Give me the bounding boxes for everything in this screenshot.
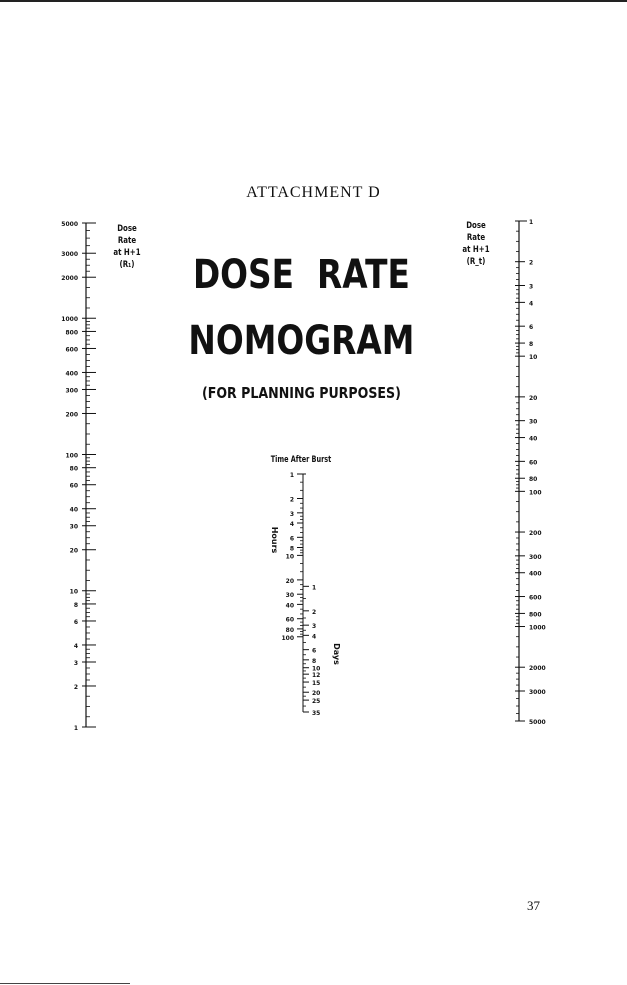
left-tick-label: 1 xyxy=(73,725,78,732)
hours-tick-label: 8 xyxy=(289,545,294,553)
right-tick-label: 5000 xyxy=(529,719,546,726)
hours-tick-label: 40 xyxy=(285,602,294,610)
hours-tick-label: 60 xyxy=(285,616,294,624)
days-tick-label: 35 xyxy=(312,710,321,717)
left-tick-label: 400 xyxy=(65,370,78,378)
right-tick-label: 100 xyxy=(529,489,542,497)
left-tick-label: 60 xyxy=(69,482,78,490)
right-tick-label: 8 xyxy=(529,341,534,349)
right-tick-label: 4 xyxy=(529,300,534,308)
right-tick-label: 300 xyxy=(529,553,542,561)
hours-unit-label: Hours xyxy=(270,526,279,554)
middle-scale-label: Time After Burst xyxy=(270,455,332,465)
days-unit-label: Days xyxy=(332,643,341,665)
days-tick-label: 1 xyxy=(312,584,317,592)
right-dose-rate-scale xyxy=(515,219,546,726)
hours-tick-label: 2 xyxy=(289,496,294,504)
right-tick-label: 6 xyxy=(529,324,534,332)
days-tick-label: 20 xyxy=(312,690,321,698)
bottom-border-line xyxy=(0,983,130,984)
left-tick-label: 100 xyxy=(65,452,78,460)
left-tick-label: 200 xyxy=(65,411,78,419)
right-tick-label: 40 xyxy=(529,435,538,443)
days-tick-label: 3 xyxy=(312,623,317,631)
left-tick-label: 600 xyxy=(65,346,78,354)
hours-tick-label: 10 xyxy=(285,553,294,561)
right-tick-label: 3 xyxy=(529,283,534,291)
left-tick-label: 40 xyxy=(69,506,78,514)
left-dose-rate-scale xyxy=(61,221,96,732)
right-scale-label-line: (R_t) xyxy=(466,257,486,267)
left-tick-label: 3 xyxy=(73,659,78,667)
left-tick-label: 800 xyxy=(65,329,78,337)
hours-tick-label: 6 xyxy=(289,535,294,543)
right-tick-label: 600 xyxy=(529,594,542,602)
left-tick-label: 3000 xyxy=(61,251,78,259)
left-tick-label: 4 xyxy=(73,642,78,650)
left-scale-label-line: at H+1 xyxy=(113,248,141,258)
hours-tick-label: 100 xyxy=(281,634,294,642)
days-tick-label: 6 xyxy=(312,647,317,655)
left-tick-label: 10 xyxy=(69,588,78,596)
right-scale-label-line: at H+1 xyxy=(462,245,490,255)
days-tick-label: 8 xyxy=(312,657,317,665)
hours-tick-label: 4 xyxy=(289,521,294,529)
right-tick-label: 800 xyxy=(529,611,542,619)
right-tick-label: 2 xyxy=(529,259,534,267)
left-tick-label: 2 xyxy=(73,683,78,691)
days-tick-label: 2 xyxy=(312,608,317,616)
subtitle: (FOR PLANNING PURPOSES) xyxy=(201,384,401,402)
left-scale-label-line: Dose Rate xyxy=(117,224,137,246)
left-tick-label: 2000 xyxy=(61,275,78,283)
right-tick-label: 1000 xyxy=(529,624,546,632)
right-scale-label-line: Dose Rate xyxy=(466,221,486,243)
time-after-burst-scale xyxy=(270,472,341,717)
hours-tick-label: 3 xyxy=(289,510,294,518)
right-tick-label: 20 xyxy=(529,394,538,402)
right-tick-label: 400 xyxy=(529,570,542,578)
left-tick-label: 1000 xyxy=(61,316,78,324)
hours-tick-label: 20 xyxy=(285,577,294,585)
days-tick-label: 4 xyxy=(312,633,317,641)
left-scale-label-line: (R₁) xyxy=(119,260,135,270)
attachment-heading: ATTACHMENT D xyxy=(246,184,381,201)
right-tick-label: 2000 xyxy=(529,665,546,673)
page-number: 37 xyxy=(527,898,540,913)
days-tick-label: 15 xyxy=(312,680,321,688)
right-tick-label: 60 xyxy=(529,459,538,467)
days-tick-label: 12 xyxy=(312,672,321,680)
days-tick-label: 10 xyxy=(312,665,321,673)
right-tick-label: 1 xyxy=(529,219,534,226)
left-tick-label: 6 xyxy=(73,618,78,626)
hours-tick-label: 30 xyxy=(285,592,294,600)
hours-tick-label: 1 xyxy=(289,472,294,479)
left-tick-label: 30 xyxy=(69,523,78,531)
days-tick-label: 25 xyxy=(312,698,321,706)
left-tick-label: 300 xyxy=(65,387,78,395)
left-tick-label: 80 xyxy=(69,465,78,473)
right-tick-label: 30 xyxy=(529,418,538,426)
title-line-1: DOSE RATE xyxy=(192,252,410,298)
right-tick-label: 80 xyxy=(529,476,538,484)
hours-tick-label: 80 xyxy=(285,626,294,634)
right-tick-label: 200 xyxy=(529,530,542,538)
left-tick-label: 20 xyxy=(69,547,78,555)
left-tick-label: 5000 xyxy=(61,221,78,228)
left-tick-label: 8 xyxy=(73,601,78,609)
right-tick-label: 10 xyxy=(529,354,538,362)
title-line-2: NOMOGRAM xyxy=(188,318,415,364)
right-tick-label: 3000 xyxy=(529,689,546,697)
